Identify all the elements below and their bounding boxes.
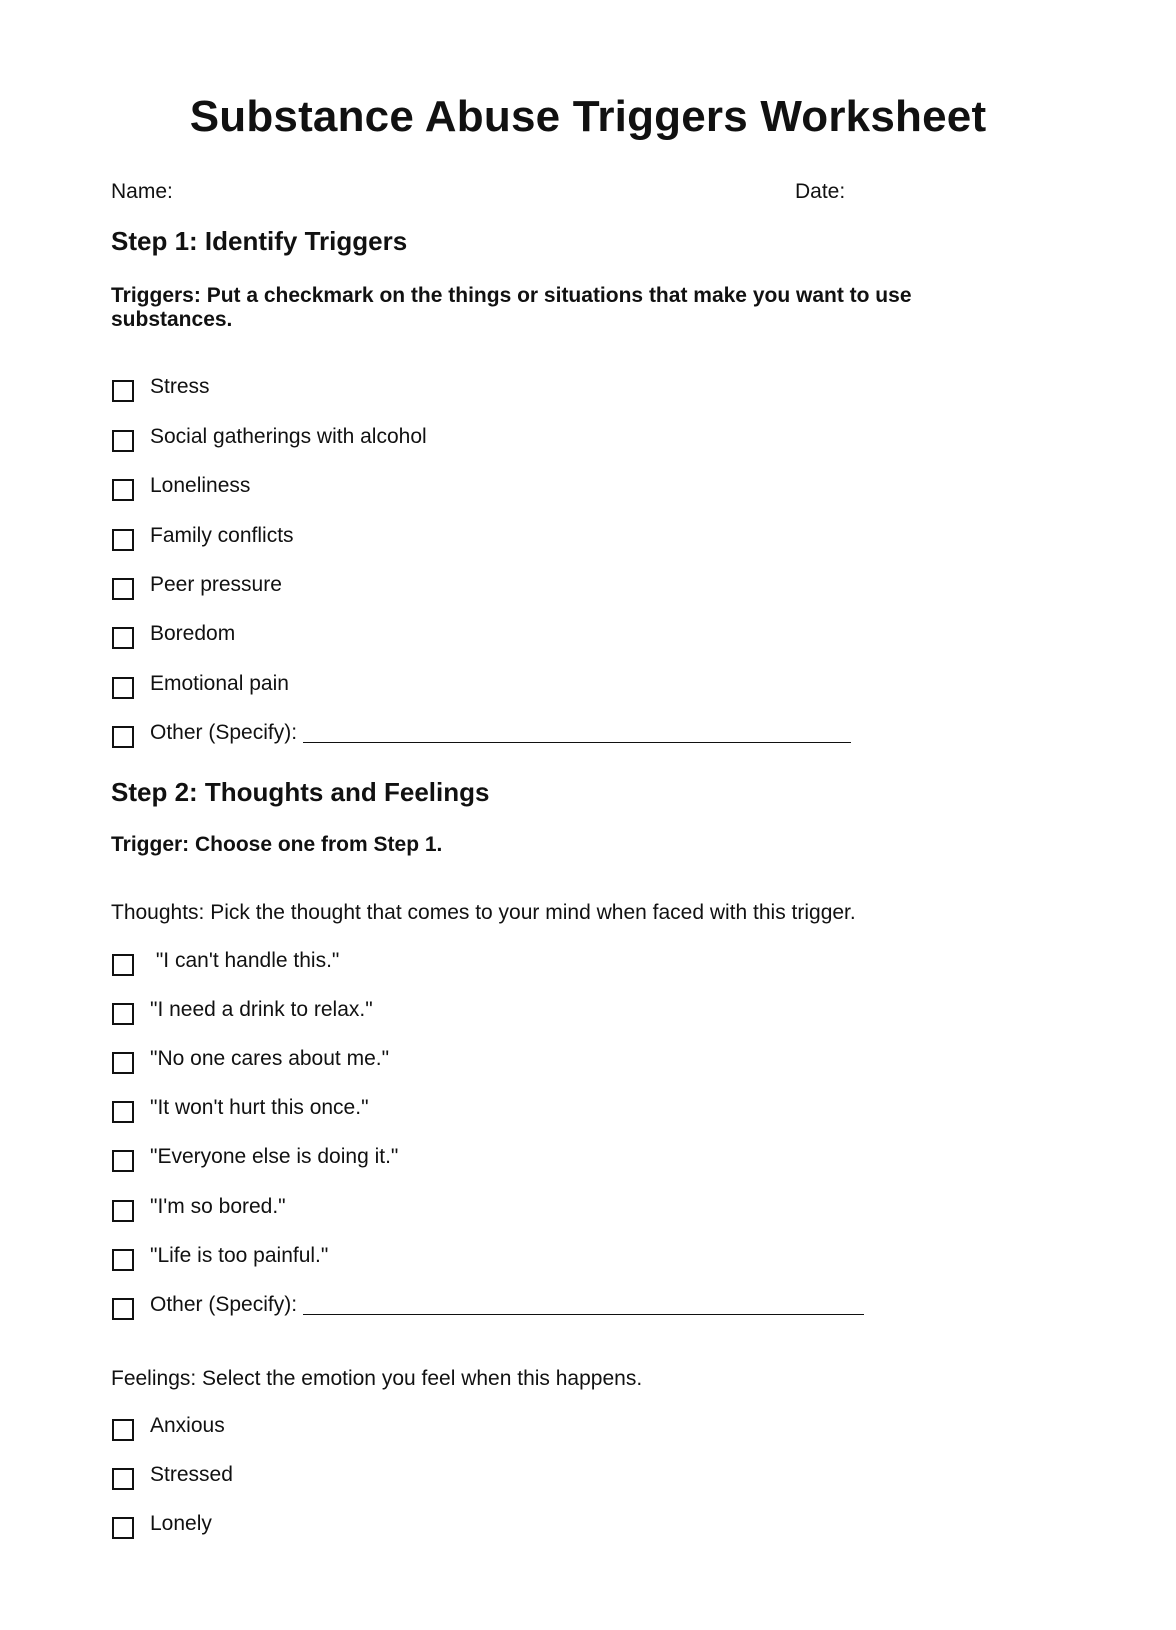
thought-option-wont-hurt[interactable]	[112, 1093, 369, 1123]
specify-blank-line[interactable]	[303, 1296, 864, 1315]
checkbox[interactable]	[112, 1517, 134, 1539]
trigger-option-social-gatherings[interactable]	[112, 422, 427, 452]
thought-option-everyone-else[interactable]	[112, 1142, 398, 1172]
checkbox[interactable]	[112, 529, 134, 551]
checkbox[interactable]	[112, 1150, 134, 1172]
option-label: "No one cares about me."	[150, 1047, 390, 1070]
option-label: "I need a drink to relax."	[150, 998, 373, 1021]
option-label: "Everyone else is doing it."	[150, 1145, 399, 1168]
checkbox[interactable]	[112, 380, 134, 402]
option-label: Stress	[150, 375, 210, 398]
step1-instruction: Triggers: Put a checkmark on the things or situations that make you want to use substances.	[111, 284, 912, 331]
feeling-option-anxious[interactable]	[112, 1411, 225, 1441]
checkbox[interactable]	[112, 578, 134, 600]
option-label: "I can't handle this."	[150, 949, 340, 972]
feelings-prompt: Feelings: Select the emotion you feel when this happens.	[111, 1367, 643, 1390]
option-label: "Life is too painful."	[150, 1244, 329, 1267]
trigger-option-boredom[interactable]	[112, 619, 235, 649]
checkbox[interactable]	[112, 1468, 134, 1490]
checkbox[interactable]	[112, 1052, 134, 1074]
checkbox[interactable]	[112, 1200, 134, 1222]
option-label: Lonely	[150, 1512, 212, 1535]
option-label: Other (Specify):	[150, 1293, 298, 1316]
option-label: Loneliness	[150, 474, 251, 497]
option-label: Boredom	[150, 622, 236, 645]
option-label: Other (Specify):	[150, 721, 298, 744]
checkbox[interactable]	[112, 726, 134, 748]
worksheet-title: Substance Abuse Triggers Worksheet	[189, 92, 987, 141]
step2-instruction: Trigger: Choose one from Step 1.	[111, 833, 443, 856]
option-label: Anxious	[150, 1414, 225, 1437]
checkbox[interactable]	[112, 627, 134, 649]
trigger-option-emotional-pain[interactable]	[112, 669, 289, 699]
thought-option-cant-handle[interactable]	[112, 946, 339, 976]
trigger-option-loneliness[interactable]	[112, 471, 250, 501]
checkbox[interactable]	[112, 1298, 134, 1320]
step2-heading: Step 2: Thoughts and Feelings	[111, 777, 490, 807]
checkbox[interactable]	[112, 1419, 134, 1441]
checkbox[interactable]	[112, 1249, 134, 1271]
option-label: Social gatherings with alcohol	[150, 425, 427, 448]
trigger-option-stress[interactable]	[112, 372, 210, 402]
trigger-option-other[interactable]	[112, 718, 851, 748]
option-label: Stressed	[150, 1463, 233, 1486]
thought-option-other[interactable]	[112, 1290, 864, 1320]
trigger-option-peer-pressure[interactable]	[112, 570, 282, 600]
thought-option-so-bored[interactable]	[112, 1192, 286, 1222]
trigger-option-family-conflicts[interactable]	[112, 521, 294, 551]
checkbox[interactable]	[112, 954, 134, 976]
name-label: Name:	[111, 180, 173, 203]
specify-blank-line[interactable]	[303, 724, 851, 743]
option-label: "I'm so bored."	[150, 1195, 286, 1218]
option-label: Family conflicts	[150, 524, 294, 547]
option-label: "It won't hurt this once."	[150, 1096, 369, 1119]
checkbox[interactable]	[112, 1003, 134, 1025]
thoughts-prompt: Thoughts: Pick the thought that comes to your mind when faced with this trigger.	[111, 901, 856, 924]
checkbox[interactable]	[112, 430, 134, 452]
checkbox[interactable]	[112, 1101, 134, 1123]
thought-option-too-painful[interactable]	[112, 1241, 328, 1271]
thought-option-no-one-cares[interactable]	[112, 1044, 389, 1074]
feeling-option-lonely[interactable]	[112, 1509, 212, 1539]
date-label: Date:	[795, 180, 846, 203]
option-label: Peer pressure	[150, 573, 282, 596]
thought-option-need-drink[interactable]	[112, 995, 373, 1025]
checkbox[interactable]	[112, 479, 134, 501]
step1-heading: Step 1: Identify Triggers	[111, 226, 408, 256]
option-label: Emotional pain	[150, 672, 289, 695]
feeling-option-stressed[interactable]	[112, 1460, 233, 1490]
checkbox[interactable]	[112, 677, 134, 699]
